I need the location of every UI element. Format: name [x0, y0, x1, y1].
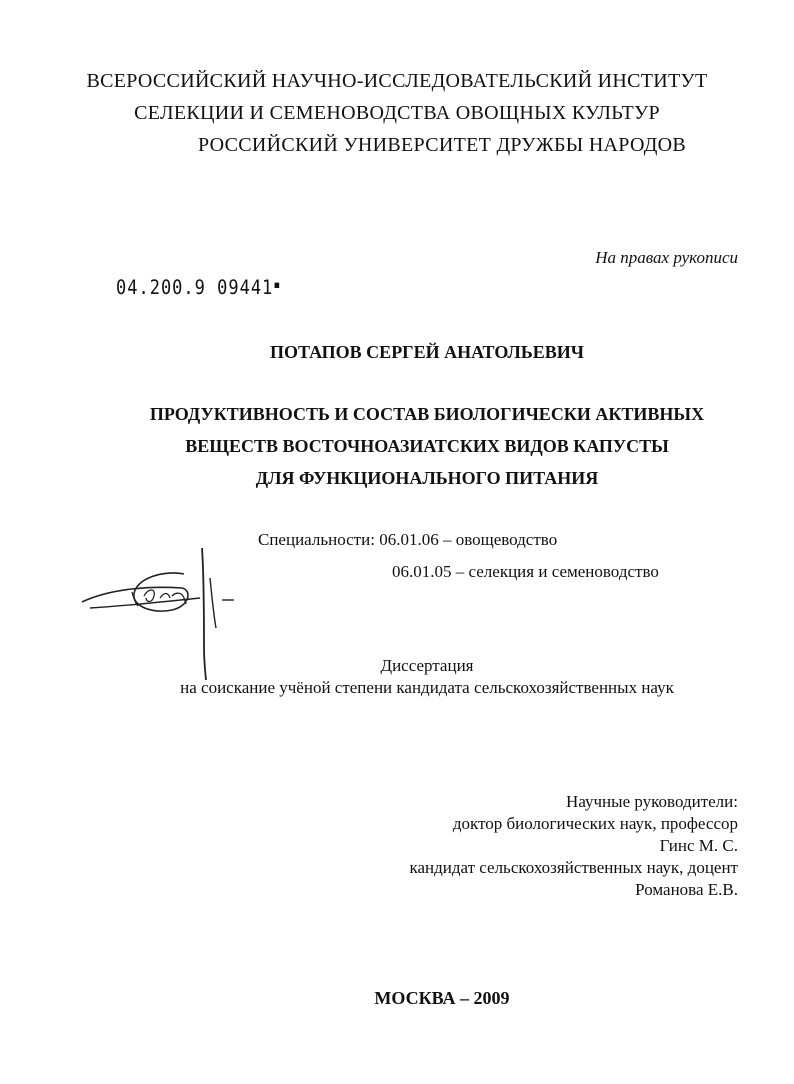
specialty-second: 06.01.05 – селекция и семеноводство	[392, 562, 659, 581]
title-line-3: ДЛЯ ФУНКЦИОНАЛЬНОГО ПИТАНИЯ	[255, 468, 599, 488]
specialty-line-1	[258, 530, 557, 550]
institute-line-1: ВСЕРОССИЙСКИЙ НАУЧНО-ИССЛЕДОВАТЕЛЬСКИЙ ИНСТИТУТ	[86, 70, 708, 92]
dissertation-label: Диссертация	[380, 656, 474, 675]
degree-line: на соискание учёной степени кандидата сельскохозяйственных наук	[180, 678, 674, 697]
supervisor-2-title: кандидат сельскохозяйственных наук, доцент	[409, 858, 738, 877]
supervisor-1-title: доктор биологических наук, профессор	[452, 814, 738, 833]
supervisor-2-name: Романова Е.В.	[635, 880, 738, 899]
supervisors-heading: Научные руководители:	[566, 792, 738, 811]
city-year: МОСКВА – 2009	[374, 988, 510, 1008]
manuscript-note: На правах рукописи	[595, 248, 738, 267]
institute-line-2: СЕЛЕКЦИИ И СЕМЕНОВОДСТВА ОВОЩНЫХ КУЛЬТУР	[134, 102, 660, 124]
author-name: ПОТАПОВ СЕРГЕЙ АНАТОЛЬЕВИЧ	[270, 342, 584, 362]
specialty-first: 06.01.06 – овощеводство	[379, 530, 558, 549]
supervisor-1-name: Гинс М. С.	[659, 836, 738, 855]
document-code: 04.200.9 09441▪	[116, 276, 282, 300]
university-line: РОССИЙСКИЙ УНИВЕРСИТЕТ ДРУЖБЫ НАРОДОВ	[197, 134, 687, 156]
document-code-text: 04.200.9 09441	[116, 276, 274, 300]
specialty-label: Специальности:	[258, 530, 375, 549]
title-line-2: ВЕЩЕСТВ ВОСТОЧНОАЗИАТСКИХ ВИДОВ КАПУСТЫ	[185, 436, 669, 456]
title-line-1: ПРОДУКТИВНОСТЬ И СОСТАВ БИОЛОГИЧЕСКИ АКТИВНЫХ	[149, 404, 705, 424]
